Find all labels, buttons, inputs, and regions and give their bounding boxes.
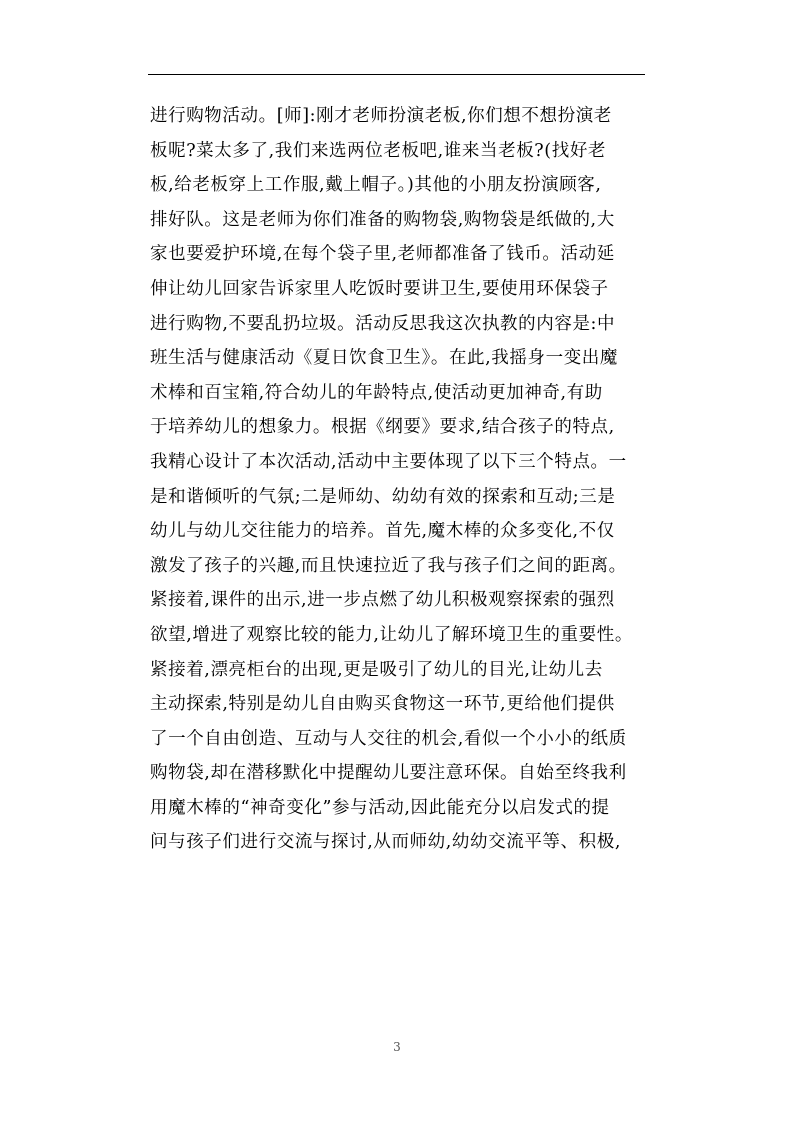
text-line: 班生活与健康活动《夏日饮食卫生》。在此,我摇身一变出魔: [150, 348, 619, 369]
text-line: 欲望,增进了观察比较的能力,让幼儿了解环境卫生的重要性。: [150, 624, 633, 645]
page-number: 3: [393, 1040, 401, 1054]
text-line: 是和谐倾听的气氛;二是师幼、幼幼有效的探索和互动;三是: [150, 486, 616, 507]
text-line: 了一个自由创造、互动与人交往的机会,看似一个小小的纸质: [150, 728, 627, 749]
text-line: 板呢?菜太多了,我们来选两位老板吧,谁来当老板?(找好老: [150, 140, 607, 161]
text-line: 板,给老板穿上工作服,戴上帽子。)其他的小朋友扮演顾客,: [150, 175, 602, 196]
text-line: 问与孩子们进行交流与探讨,从而师幼,幼幼交流平等、积极,: [150, 832, 621, 853]
text-line: 紧接着,课件的出示,进一步点燃了幼儿积极观察探索的强烈: [150, 590, 615, 611]
header-divider: [148, 74, 645, 75]
text-line: 激发了孩子的兴趣,而且快速拉近了我与孩子们之间的距离。: [150, 555, 627, 576]
text-line: 紧接着,漂亮柜台的出现,更是吸引了幼儿的目光,让幼儿去: [150, 659, 603, 680]
text-line: 伸让幼儿回家告诉家里人吃饭时要讲卫生,要使用环保袋子: [150, 278, 609, 299]
text-line: 排好队。这是老师为你们准备的购物袋,购物袋是纸做的,大: [150, 209, 615, 230]
text-line: 术棒和百宝箱,符合幼儿的年龄特点,使活动更加神奇,有助: [150, 382, 603, 403]
text-line: 我精心设计了本次活动,活动中主要体现了以下三个特点。一: [150, 451, 627, 472]
text-line: 于培养幼儿的想象力。根据《纲要》要求,结合孩子的特点,: [150, 417, 615, 438]
text-line: 家也要爱护环境,在每个袋子里,老师都准备了钱币。活动延: [150, 244, 615, 265]
text-line: 用魔木棒的“神奇变化”参与活动,因此能充分以启发式的提: [150, 797, 610, 818]
text-line: 主动探索,特别是幼儿自由购买食物这一环节,更给他们提供: [150, 694, 615, 715]
text-line: 购物袋,却在潜移默化中提醒幼儿要注意环保。自始至终我利: [150, 763, 627, 784]
text-line: 进行购物活动。[师]:刚才老师扮演老板,你们想不想扮演老: [150, 106, 612, 126]
text-line: 进行购物,不要乱扔垃圾。活动反思我这次执教的内容是:中: [150, 313, 616, 334]
body-text: [150, 99, 650, 860]
text-line: 幼儿与幼儿交往能力的培养。首先,魔木棒的众多变化,不仅: [150, 521, 615, 542]
